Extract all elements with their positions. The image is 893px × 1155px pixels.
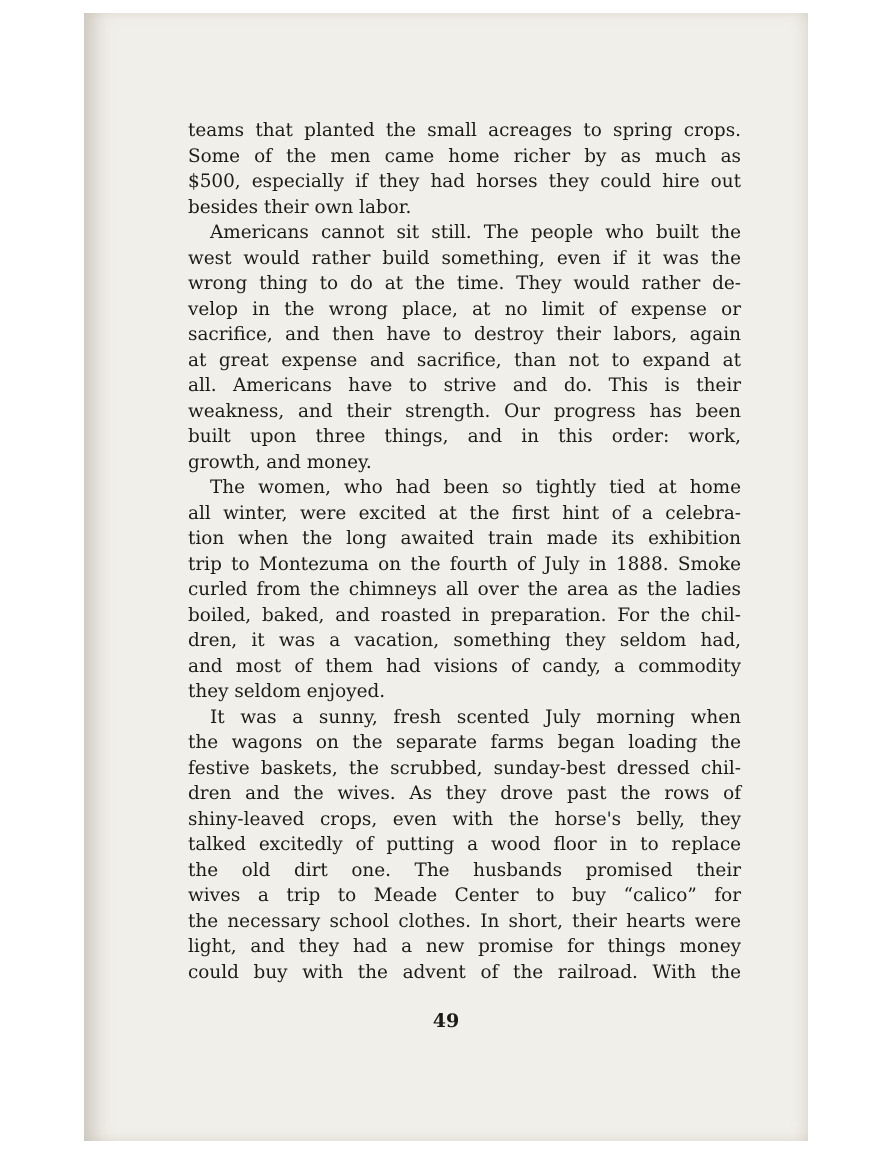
paragraph (188, 475, 741, 705)
text-line: and most of them had visions of candy, a commodity (188, 655, 741, 677)
text-line: wrong thing to do at the time. They would rather de- (188, 273, 741, 294)
text-line: light, and they had a new promise for things money (188, 936, 741, 957)
text-line: curled from the chimneys all over the area as the ladies (188, 579, 741, 600)
text-line: sacrifice, and then have to destroy their labors, again (188, 324, 741, 345)
text-line: shiny-leaved crops, even with the horse's belly, they (188, 808, 741, 830)
text-line: all. Americans have to strive and do. This is their (188, 375, 741, 396)
book-page (84, 13, 808, 1141)
paragraph (188, 220, 741, 475)
text-line: west would rather build something, even if it was the (188, 247, 741, 269)
text-line: dren, it was a vacation, something they seldom had, (188, 630, 741, 651)
paragraph (188, 118, 741, 220)
text-line: dren and the wives. As they drove past the rows of (188, 783, 741, 804)
text-line: the necessary school clothes. In short, their hearts were (188, 910, 741, 932)
paragraph (188, 705, 741, 986)
text-line: Americans cannot sit still. The people who built the (210, 222, 741, 243)
text-line: talked excitedly of putting a wood floor in to replace (188, 834, 741, 855)
text-line: at great expense and sacrifice, than not to expand at (188, 349, 741, 371)
page-number: 49 (432, 1010, 460, 1032)
text-line: built upon three things, and in this order: work, (188, 426, 741, 447)
body-text (188, 118, 741, 985)
text-line: weakness, and their strength. Our progress has been (188, 400, 741, 422)
text-line: It was a sunny, fresh scented July morning when (210, 706, 741, 728)
text-line: festive baskets, the scrubbed, sunday-best dressed chil- (188, 757, 741, 779)
text-line: the wagons on the separate farms began loading the (188, 732, 741, 753)
text-line: teams that planted the small acreages to spring crops. (188, 120, 741, 141)
text-line: The women, who had been so tightly tied at home (210, 477, 741, 498)
text-line: all winter, were excited at the first hint of a celebra- (188, 502, 741, 524)
text-line: growth, and money. (188, 451, 372, 473)
text-line: could buy with the advent of the railroad. With the (188, 961, 741, 983)
text-line: velop in the wrong place, at no limit of expense or (188, 298, 741, 320)
text-line: Some of the men came home richer by as much as (188, 145, 741, 167)
text-line: boiled, baked, and roasted in preparation. For the chil- (188, 604, 741, 626)
text-line: the old dirt one. The husbands promised their (188, 859, 741, 881)
text-line: besides their own labor. (188, 196, 412, 218)
text-line: $500, especially if they had horses they could hire out (188, 171, 741, 192)
text-line: tion when the long awaited train made its exhibition (188, 528, 741, 549)
text-line: wives a trip to Meade Center to buy “calico” for (188, 885, 741, 906)
text-line: trip to Montezuma on the fourth of July in 1888. Smoke (188, 553, 741, 575)
text-line: they seldom enjoyed. (188, 681, 386, 702)
